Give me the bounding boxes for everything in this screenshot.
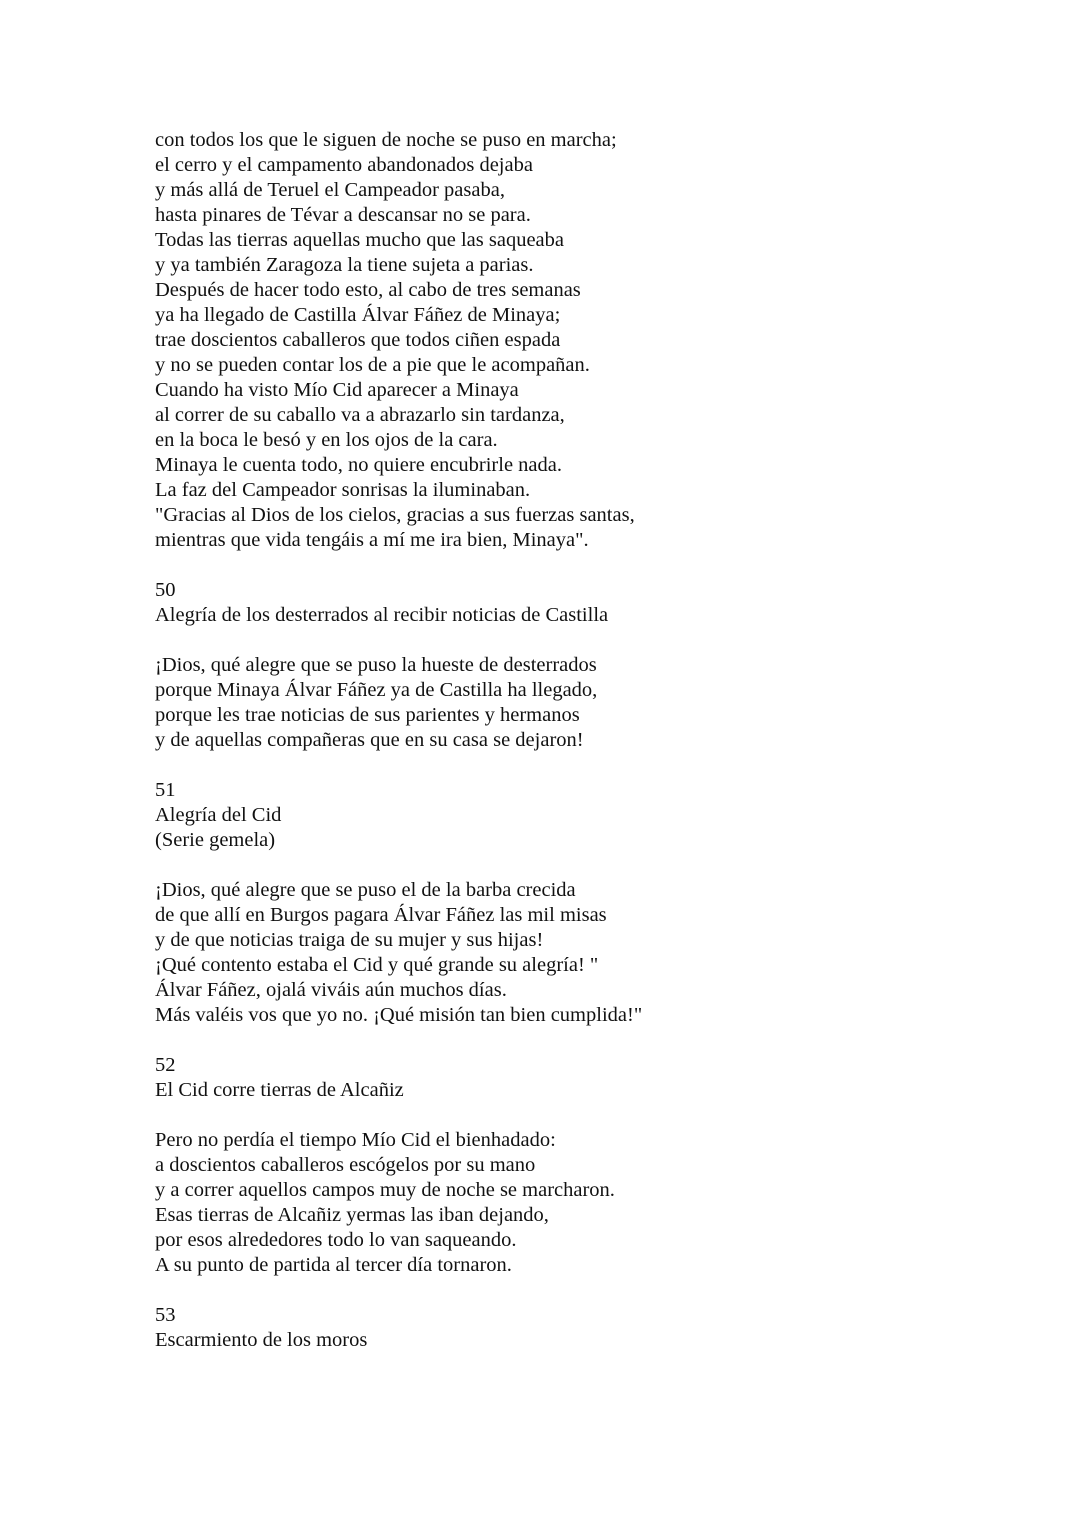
verse-line: y más allá de Teruel el Campeador pasaba,: [155, 179, 505, 201]
section-title: Alegría del Cid: [155, 804, 282, 826]
section-title: Escarmiento de los moros: [155, 1329, 368, 1351]
verse-line: ya ha llegado de Castilla Álvar Fáñez de Minaya;: [155, 304, 561, 326]
spacer: [155, 853, 955, 878]
verse-line: y no se pueden contar los de a pie que le acompañan.: [155, 354, 590, 376]
verse-line: ¡Dios, qué alegre que se puso el de la barba crecida: [155, 879, 576, 901]
verse-line: en la boca le besó y en los ojos de la cara.: [155, 429, 498, 451]
verse-line: el cerro y el campamento abandonados dejaba: [155, 154, 533, 176]
section-number: 50: [155, 579, 176, 601]
section-53: [155, 1303, 955, 1353]
section-title: Alegría de los desterrados al recibir noticias de Castilla: [155, 604, 609, 626]
verse-line: con todos los que le siguen de noche se puso en marcha;: [155, 129, 617, 151]
spacer: [155, 1278, 955, 1303]
verse-line: y de aquellas compañeras que en su casa se dejaron!: [155, 729, 584, 751]
verse-line: mientras que vida tengáis a mí me ira bien, Minaya".: [155, 529, 589, 551]
spacer: [155, 1028, 955, 1053]
spacer: [155, 553, 955, 578]
verse-line: hasta pinares de Tévar a descansar no se para.: [155, 204, 531, 226]
verse-line: de que allí en Burgos pagara Álvar Fáñez las mil misas: [155, 904, 607, 926]
verse-line: "Gracias al Dios de los cielos, gracias a sus fuerzas santas,: [155, 504, 635, 526]
verse-line: Minaya le cuenta todo, no quiere encubrirle nada.: [155, 454, 562, 476]
verse-line: Más valéis vos que yo no. ¡Qué misión tan bien cumplida!": [155, 1004, 643, 1026]
opening-stanza: [155, 128, 955, 553]
verse-line: Después de hacer todo esto, al cabo de tres semanas: [155, 279, 581, 301]
section-number: 51: [155, 779, 176, 801]
verse-line: ¡Dios, qué alegre que se puso la hueste de desterrados: [155, 654, 597, 676]
verse-line: ¡Qué contento estaba el Cid y qué grande su alegría! ": [155, 954, 599, 976]
section-title: El Cid corre tierras de Alcañiz: [155, 1079, 404, 1101]
section-number: 53: [155, 1304, 176, 1326]
section-subtitle: (Serie gemela): [155, 829, 276, 851]
verse-line: y a correr aquellos campos muy de noche se marcharon.: [155, 1179, 615, 1201]
document-page: [155, 128, 955, 1353]
spacer: [155, 753, 955, 778]
verse-line: Esas tierras de Alcañiz yermas las iban dejando,: [155, 1204, 549, 1226]
section-52: [155, 1053, 955, 1278]
verse-line: Pero no perdía el tiempo Mío Cid el bienhadado:: [155, 1129, 556, 1151]
verse-line: trae doscientos caballeros que todos ciñen espada: [155, 329, 561, 351]
verse-line: y de que noticias traiga de su mujer y sus hijas!: [155, 929, 544, 951]
section-number: 52: [155, 1054, 176, 1076]
verse-line: por esos alrededores todo lo van saqueando.: [155, 1229, 517, 1251]
verse-line: A su punto de partida al tercer día tornaron.: [155, 1254, 512, 1276]
verse-line: Todas las tierras aquellas mucho que las saqueaba: [155, 229, 564, 251]
verse-line: Cuando ha visto Mío Cid aparecer a Minaya: [155, 379, 519, 401]
section-50: [155, 578, 955, 753]
verse-line: porque les trae noticias de sus parientes y hermanos: [155, 704, 580, 726]
spacer: [155, 1103, 955, 1128]
verse-line: Álvar Fáñez, ojalá viváis aún muchos días.: [155, 979, 507, 1001]
verse-line: La faz del Campeador sonrisas la iluminaban.: [155, 479, 531, 501]
verse-line: y ya también Zaragoza la tiene sujeta a parias.: [155, 254, 534, 276]
verse-line: porque Minaya Álvar Fáñez ya de Castilla ha llegado,: [155, 679, 598, 701]
section-51: [155, 778, 955, 1028]
verse-line: al correr de su caballo va a abrazarlo sin tardanza,: [155, 404, 565, 426]
verse-line: a doscientos caballeros escógelos por su mano: [155, 1154, 536, 1176]
spacer: [155, 628, 955, 653]
